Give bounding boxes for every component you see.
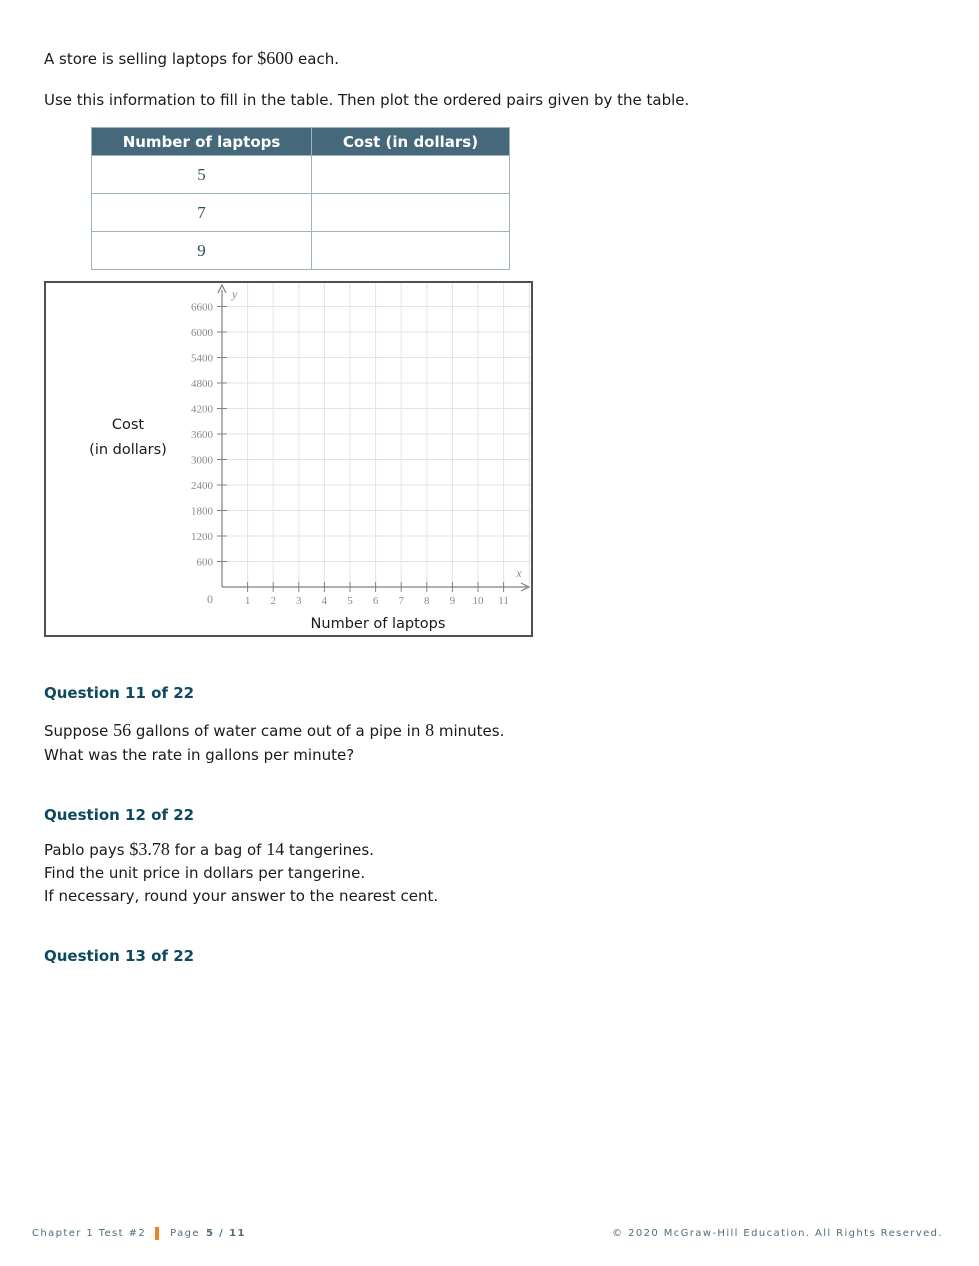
footer-page-number: 5 / 11 (205, 1227, 246, 1239)
x-tick-label: 5 (347, 595, 353, 607)
question-12-line-3: If necessary, round your answer to the nearest cent. (44, 887, 439, 905)
question-11-body (44, 718, 504, 767)
table-header-number-of-laptops: Number of laptops (92, 128, 312, 156)
table-header-row (92, 128, 510, 156)
laptops-cost-table (91, 127, 510, 270)
y-tick-label: 6600 (191, 301, 213, 314)
y-tick-label: 6000 (191, 327, 213, 339)
y-tick-label: 4200 (191, 403, 213, 416)
x-tick-label: 10 (472, 595, 484, 607)
x-tick-label: 9 (449, 595, 456, 607)
x-tick-label: 3 (296, 595, 302, 607)
intro-line-1-pre: A store is selling laptops for (44, 50, 258, 68)
x-tick-label: 2 (270, 595, 276, 607)
table-header-cost: Cost (in dollars) (312, 128, 510, 156)
intro-line-2: Use this information to fill in the table. Then plot the ordered pairs given by the table. (44, 91, 690, 109)
y-axis-title-line-2: (in dollars) (89, 442, 167, 458)
intro-line-1-post: each. (293, 50, 339, 68)
q11-minutes-value: 8 (425, 720, 435, 740)
y-tick-label: 1200 (191, 531, 213, 543)
y-tick-label: 3600 (191, 429, 213, 441)
q11-text: gallons of water came out of a pipe in (131, 722, 426, 740)
q12-count-value: 14 (266, 839, 285, 859)
footer-left (32, 1226, 246, 1240)
footer-separator-bar (155, 1227, 159, 1240)
question-12-body (44, 838, 438, 908)
cost-answer-cell (312, 232, 510, 270)
q12-text: tangerines. (284, 841, 374, 859)
x-tick-label: 6 (372, 595, 379, 607)
laptops-cell: 9 (92, 232, 312, 270)
question-11-line-2: What was the rate in gallons per minute? (44, 746, 355, 764)
x-tick-label: 11 (498, 595, 509, 607)
coordinate-grid-chart (44, 281, 533, 637)
footer-test-title: Chapter 1 Test #2 (32, 1227, 147, 1239)
y-axis-letter: y (232, 287, 238, 301)
laptops-cell: 5 (92, 156, 312, 194)
cost-answer-cell (312, 194, 510, 232)
q12-price-value: $3.78 (129, 839, 170, 859)
laptop-price-value: $600 (257, 48, 294, 68)
x-tick-label: 4 (321, 595, 328, 607)
y-tick-label: 1800 (191, 505, 213, 518)
question-12-heading: Question 12 of 22 (44, 806, 195, 824)
y-tick-label: 600 (196, 556, 213, 569)
x-tick-label: 7 (398, 595, 404, 607)
y-axis-title-line-1: Cost (111, 417, 145, 433)
question-11-heading: Question 11 of 22 (44, 684, 195, 702)
table-row (92, 232, 510, 270)
q11-gallons-value: 56 (113, 720, 132, 740)
intro-line-1 (44, 46, 339, 71)
origin-label: 0 (207, 592, 213, 606)
y-tick-label: 3000 (191, 454, 213, 467)
q12-text: Pablo pays (44, 841, 130, 859)
question-13-heading: Question 13 of 22 (44, 947, 195, 965)
cost-answer-cell (312, 156, 510, 194)
x-tick-label: 1 (244, 595, 251, 607)
question-12-line-2: Find the unit price in dollars per tangerine. (44, 864, 366, 882)
y-tick-label: 2400 (191, 480, 213, 492)
table-row (92, 194, 510, 232)
laptops-cell: 7 (92, 194, 312, 232)
question-11-line-1 (44, 718, 504, 743)
q11-text: minutes. (434, 722, 505, 740)
q11-text: Suppose (44, 722, 114, 740)
chart-canvas (46, 283, 531, 635)
y-tick-label: 5400 (191, 352, 213, 365)
footer-page-label: Page (170, 1227, 200, 1239)
y-tick-label: 4800 (191, 378, 213, 390)
table-row (92, 156, 510, 194)
x-axis-title: Number of laptops (310, 616, 446, 632)
footer-copyright: © 2020 McGraw-Hill Education. All Rights Reserved. (612, 1228, 943, 1239)
x-axis-letter: x (516, 566, 522, 580)
question-12-line-1 (44, 838, 438, 862)
q12-text: for a bag of (169, 841, 267, 859)
x-tick-label: 8 (424, 595, 430, 607)
